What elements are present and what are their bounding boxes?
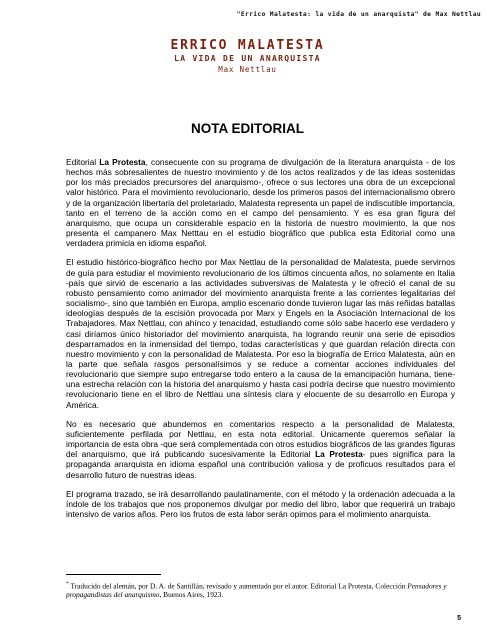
publisher-name: La Protesta [315, 449, 363, 460]
book-title: ERRICO MALATESTA [170, 38, 325, 53]
footnote-text-before: Traducido del alemán, por D. A. de Santillán, revisado y aumentado por el autor. Editorial La Protesta, Colección [68, 581, 408, 591]
paragraph-1-before: Editorial [66, 157, 100, 167]
book-author: Max Nettlau [218, 65, 277, 74]
title-block [0, 38, 495, 75]
book-subtitle: LA VIDA DE UN ANARQUISTA [174, 54, 321, 63]
paragraph-4: El programa trazado, se irá desarrollando paulatinamente, con el método y la ordenación adecuada a la índole de los trabajos que nos proponemos divulgar por medio del libro, labor que requerirá un trabajo intensivo de varios años. Pero los frutos de esta labor serán opimos para el molimiento anarquista. [66, 488, 455, 519]
paragraph-2: El estudio histórico-biográfico hecho por Max Nettlau de la personalidad de Malatesta, puede servirnos de guía para estudiar el movimiento revolucionario de los últimos cincuenta años, no solamente en Italia -país que sirvió de escenario a las actividades subversivas de Malatesta y le ofreció el canal de su robusto pensamiento como animador del movimiento anarquista frente a las corrientes legalitarias del socialismo-, sino que también en Europa, amplio escenario donde tuvieron lugar las más reñidas batallas ideologías después de la escisión provocada por Marx y Engels en la Asociación Internacional de los Trabajadores. Max Nettlau, con ahínco y tenacidad, estudiando come sólo sabe hacerlo ese verdadero y casi diríamos único historiador del movimiento anarquista, ha logrando reunir una serie de episodios desparramados en la inmensidad del tiempo, todas características y que guardan relación directa con nuestro movimiento y con la personalidad de Malatesta. Por eso la biografía de Errico Malatesta, aún en la parte que señala rasgos personalísimos y se reduce a comentar acciones individuales del revolucionario que siempre supo entregarse todo entero a la causa de la emancipación humana, tiene- una estrecha relación con la historia del anarquismo y hasta casi podría decirse que nuestro movimiento revolucionario tiene en el libro de Nettlau una síntesis clara y elocuente de su desarrollo en Europa y América. [66, 257, 455, 410]
footnote-text-after: , Buenos Aires, 1923. [159, 590, 224, 600]
paragraph-3-after: - pues significa para la propaganda anarquista en idioma español una contribución valiosa y de proficuos resultados para el desarrollo futuro de nuestras ideas. [66, 449, 456, 480]
paragraph-1-after: , consecuente con su programa de divulgación de la literatura anarquista - de los hechos más sobresalientes de nuestro movimiento y de los actos realizados y de las ideas sostenidas por los más preciados precursores del anarquismo-, ofrece o sus lectores una obra de un excepcional valor histórico. Para el movimiento revolucionario, desde los primeros pasos del internacionalismo obrero y de la organización libertaria del proletariado, Malatesta representa un papel de indiscutible importancia, tanto en el terreno de la acción como en el campo del pensamiento. Y es esa gran figura del anarquismo, que ocupa un considerable espacio en la historia de nuestro movimiento, la que nos presenta el campanero Max Netttau en el estudio biográfico que publica esta Editorial como una verdadera primicia en idioma español. [66, 157, 456, 249]
footnote [66, 580, 458, 599]
section-heading: NOTA EDITORIAL [191, 121, 304, 136]
paragraph-3-before: No es necesario que abundemos en comentarios respecto a la personalidad de Malatesta, suficientemente perfilada por Nettlau, en esta nota editorial. Únicamente queremos señalar la importancia de esta obra -que será complementada con otros estudios biográficos de las grandes figuras del anarquismo, que irá publicando sucesivamente la Editorial [66, 418, 455, 460]
publisher-name: La Protesta [99, 157, 146, 167]
footnote-marker: * [66, 581, 69, 587]
body-text [66, 157, 455, 528]
paragraph-1 [66, 157, 455, 248]
page-number: 5 [457, 615, 461, 622]
paragraph-3 [66, 419, 455, 480]
footnote-divider [66, 574, 161, 575]
running-header: "Errico Malatesta: la vida de un anarquista" de Max Nettlau [236, 11, 481, 18]
footnote-series: Pensadores y propagandistas del anarquismo [66, 581, 447, 600]
